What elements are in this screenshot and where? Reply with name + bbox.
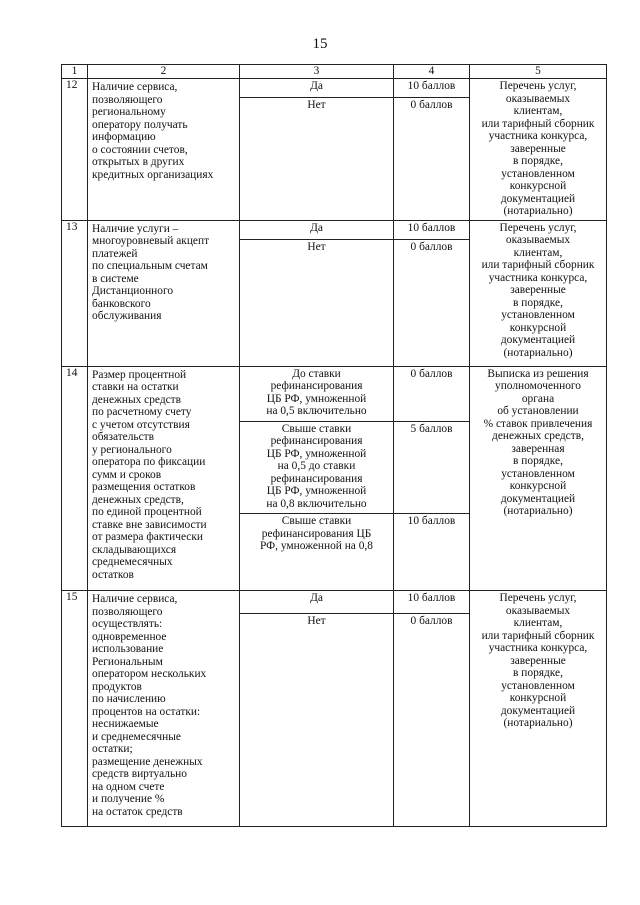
document-cell: Перечень услуг, оказываемых клиентам, или тарифный сборник участника конкурса, заверенные в порядке, установленном конкурсной документацией (нотариально) <box>470 220 607 366</box>
points-cell: 5 баллов <box>394 421 470 514</box>
criterion-cell: Размер процентной ставки на остатки денежных средств по расчетному счету с учетом отсутствия обязательств у регионального оператора по фиксации сумм и сроков размещения остатков денежных средств, по единой процентной ставке вне зависимости от размера фактически складывающихся среднемесячных остатков <box>88 366 240 591</box>
criteria-table <box>61 64 607 827</box>
criterion-cell: Наличие сервиса, позволяющего осуществлять: одновременное использование Региональным оператором нескольких продуктов по начислению процентов на остатки: неснижаемые и среднемесячные остатки; размещение денежных средств виртуально на одном счете и получение % на остаток средств <box>88 591 240 827</box>
option-cell: До ставки рефинансирования ЦБ РФ, умноженной на 0,5 включительно <box>240 366 394 421</box>
header-cell: 4 <box>394 65 470 79</box>
row-number: 13 <box>62 220 88 366</box>
table-row <box>62 79 607 98</box>
criterion-cell: Наличие сервиса, позволяющего региональному оператору получать информацию о состоянии счетов, открытых в других кредитных организациях <box>88 79 240 221</box>
table-row <box>62 366 607 421</box>
points-cell: 10 баллов <box>394 79 470 98</box>
points-cell: 0 баллов <box>394 98 470 220</box>
table-row <box>62 591 607 614</box>
points-cell: 0 баллов <box>394 366 470 421</box>
row-number: 15 <box>62 591 88 827</box>
option-cell: Нет <box>240 239 394 366</box>
document-cell: Перечень услуг, оказываемых клиентам, или тарифный сборник участника конкурса, заверенные в порядке, установленном конкурсной документацией (нотариально) <box>470 591 607 827</box>
header-cell: 2 <box>88 65 240 79</box>
points-cell: 10 баллов <box>394 220 470 239</box>
header-cell: 1 <box>62 65 88 79</box>
page-number: 15 <box>312 36 328 52</box>
table-row <box>62 220 607 239</box>
option-cell: Свыше ставки рефинансирования ЦБ РФ, умноженной на 0,8 <box>240 514 394 591</box>
row-number: 14 <box>62 366 88 591</box>
option-cell: Нет <box>240 614 394 827</box>
points-cell: 10 баллов <box>394 591 470 614</box>
header-row <box>62 65 607 79</box>
points-cell: 0 баллов <box>394 239 470 366</box>
points-cell: 10 баллов <box>394 514 470 591</box>
option-cell: Нет <box>240 98 394 220</box>
row-number: 12 <box>62 79 88 221</box>
option-cell: Да <box>240 591 394 614</box>
document-cell: Перечень услуг, оказываемых клиентам, или тарифный сборник участника конкурса, заверенные в порядке, установленном конкурсной документацией (нотариально) <box>470 79 607 221</box>
option-cell: Да <box>240 220 394 239</box>
criterion-cell: Наличие услуги – многоуровневый акцепт платежей по специальным счетам в системе Дистанционного банковского обслуживания <box>88 220 240 366</box>
option-cell: Свыше ставки рефинансирования ЦБ РФ, умноженной на 0,5 до ставки рефинансирования ЦБ РФ, умноженной на 0,8 включительно <box>240 421 394 514</box>
header-cell: 3 <box>240 65 394 79</box>
points-cell: 0 баллов <box>394 614 470 827</box>
document-cell: Выписка из решения уполномоченного органа об установлении % ставок привлечения денежных средств, заверенная в порядке, установленном конкурсной документацией (нотариально) <box>470 366 607 591</box>
option-cell: Да <box>240 79 394 98</box>
header-cell: 5 <box>470 65 607 79</box>
